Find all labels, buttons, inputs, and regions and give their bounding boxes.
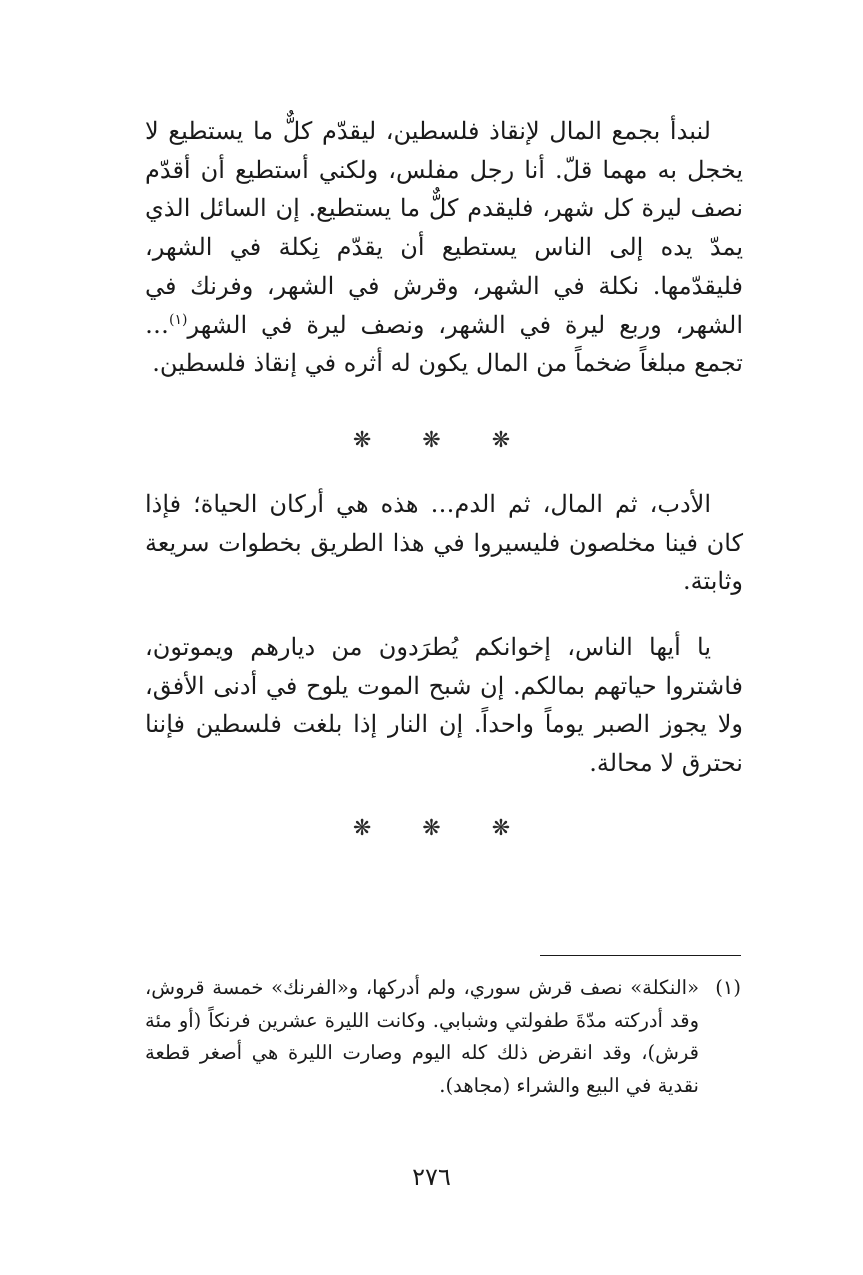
footnote [145,972,741,1102]
section-separator: ❋ ❋ ❋ [352,816,533,841]
paragraph-text-after-note: … تجمع مبلغاً ضخماً من المال يكون له أثره في إنقاذ فلسطين. [145,310,743,378]
footnote-body [145,972,741,1102]
paragraph-text [145,112,743,383]
page-number: ٢٧٦ [412,1163,451,1191]
paragraph-text: يا أيها الناس، إخوانكم يُطرَدون من ديارهم ويموتون، فاشتروا حياتهم بمالكم. إن شبح الموت يلوح في أدنى الأفق، ولا يجوز الصبر يوماً واحداً. إن النار إذا بلغت فلسطين فإننا نحترق لا محالة. [145,633,743,778]
paragraph-collect-money [145,112,743,383]
footnote-divider [540,955,741,956]
paragraph-text: الأدب، ثم المال، ثم الدم… هذه هي أركان الحياة؛ فإذا كان فينا مخلصون فليسيروا في هذا الطريق بخطوات سريعة وثابتة. [145,490,743,596]
footnote-reference[interactable]: (١) [169,311,188,328]
paragraph-pillars-of-life [145,485,743,601]
paragraph-text-before-note: لنبدأ بجمع المال لإنقاذ فلسطين، ليقدّم كلٌّ ما يستطيع لا يخجل به مهما قلّ. أنا رجل مفلس، ولكني أستطيع أن أقدّم نصف ليرة كل شهر، فليقدم كلٌّ ما يستطيع. إن السائل الذي يمدّ يده إلى الناس يستطيع أن يقدّم نِكلة في الشهر، فليقدّمها. نكلة في الشهر، وقرش في الشهر، وفرنك في الشهر، وربع ليرة في الشهر، ونصف ليرة في الشهر [145,117,744,339]
footnote-text: «النكلة» نصف قرش سوري، ولم أدركها، و«الفرنك» خمسة قروش، وقد أدركته مدّةَ طفولتي وشبابي. وكانت الليرة عشرين فرنكاً (أو مئة قرش)، وقد انقرض ذلك كله اليوم وصارت الليرة هي أصغر قطعة نقدية في البيع والشراء (مجاهد). [145,976,699,1097]
paragraph-appeal [145,628,743,783]
section-separator: ❋ ❋ ❋ [352,428,533,453]
footnote-marker: (١) [715,976,741,999]
